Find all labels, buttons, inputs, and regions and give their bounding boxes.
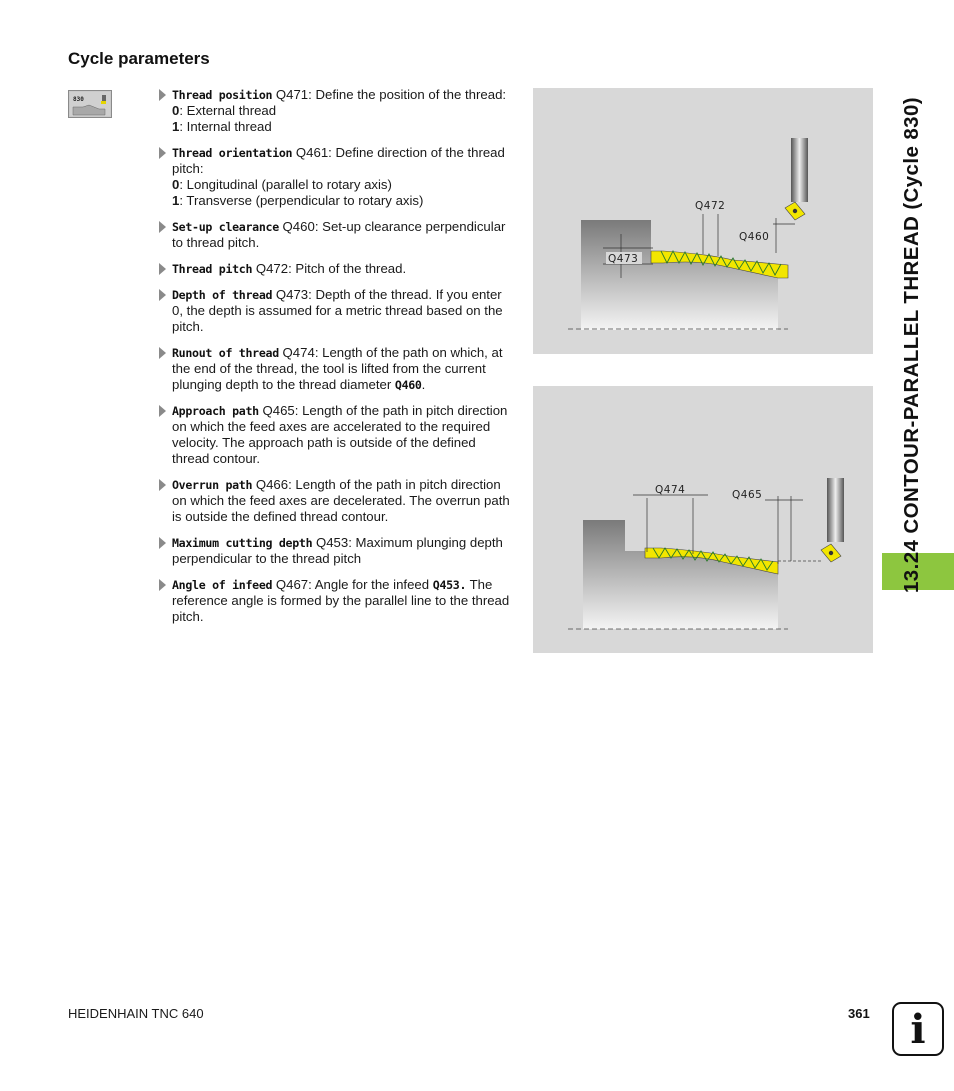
param-desc: Q473: Depth of the thread. If you enter 0, the depth is assumed for a metric thread based on the pitch.: [172, 287, 503, 334]
bullet-arrow-icon: [159, 347, 166, 359]
page-number: 361: [848, 1006, 870, 1021]
param-name: Maximum cutting depth: [172, 536, 313, 550]
param-name: Set-up clearance: [172, 220, 279, 234]
label-q465: Q465: [732, 489, 763, 501]
param-thread-orientation: [158, 145, 513, 209]
param-desc-tail: .: [421, 377, 426, 392]
bullet-arrow-icon: [159, 537, 166, 549]
label-q474: Q474: [655, 484, 686, 496]
param-name: Approach path: [172, 404, 259, 418]
option-key: 0: [172, 103, 180, 118]
param-desc: Q467: Angle for the infeed: [272, 577, 433, 592]
param-desc: Q466: Length of the path in pitch direction on which the feed axes are decelerated. The overrun path is outside the defined thread contour.: [172, 477, 510, 524]
option-key: 0: [172, 177, 180, 192]
label-q472: Q472: [695, 200, 726, 212]
param-overrun-path: [158, 477, 513, 525]
param-name: Thread orientation: [172, 146, 293, 160]
cycle-830-softkey-icon: [68, 90, 112, 118]
param-desc: Q453: Maximum plunging depth perpendicular to the thread pitch: [172, 535, 503, 566]
param-name: Thread pitch: [172, 262, 253, 276]
param-depth-of-thread: [158, 287, 513, 335]
param-thread-pitch: [158, 261, 513, 277]
icon-label: 830: [73, 96, 84, 103]
thread-diagram-1: [533, 88, 873, 354]
param-desc: Q471: Define the position of the thread:: [272, 87, 507, 102]
option-text: : Transverse (perpendicular to rotary axis): [179, 193, 424, 208]
option-text: : Longitudinal (parallel to rotary axis): [179, 177, 392, 192]
bullet-arrow-icon: [159, 579, 166, 591]
parameter-list: [158, 87, 513, 635]
option-text: : Internal thread: [179, 119, 272, 134]
param-desc: Q472: Pitch of the thread.: [252, 261, 407, 276]
param-maximum-cutting-depth: [158, 535, 513, 567]
param-approach-path: [158, 403, 513, 467]
param-name: Thread position: [172, 88, 273, 102]
chapter-title: 13.24 CONTOUR-PARALLEL THREAD (Cycle 830): [900, 97, 923, 593]
tool-holder: [791, 138, 808, 202]
bullet-arrow-icon: [159, 289, 166, 301]
param-name: Angle of infeed: [172, 578, 273, 592]
tool-holder: [827, 478, 844, 542]
param-runout-of-thread: [158, 345, 513, 393]
label-q460: Q460: [739, 231, 770, 243]
param-desc: Q465: Length of the path in pitch direction on which the feed axes are accelerated to the required velocity. The approach path is outside of the defined thread contour.: [172, 403, 508, 466]
param-desc: Q460: Set-up clearance perpendicular to thread pitch.: [172, 219, 506, 250]
param-desc: Q461: Define direction of the thread pitch:: [172, 145, 505, 176]
param-desc: Q474: Length of the path on which, at the end of the thread, the tool is lifted from the current plunging depth to the thread diameter: [172, 345, 503, 392]
param-setup-clearance: [158, 219, 513, 251]
bullet-arrow-icon: [159, 405, 166, 417]
footer-product: HEIDENHAIN TNC 640: [68, 1006, 204, 1021]
bullet-arrow-icon: [159, 89, 166, 101]
workpiece-shape: [583, 520, 778, 629]
option-key: 1: [172, 119, 180, 134]
bullet-arrow-icon: [159, 479, 166, 491]
bullet-arrow-icon: [159, 263, 166, 275]
section-heading: Cycle parameters: [68, 49, 210, 68]
param-code: Q453.: [432, 578, 467, 592]
param-name: Overrun path: [172, 478, 253, 492]
label-q473: Q473: [608, 253, 639, 265]
param-thread-position: [158, 87, 513, 135]
thread-diagram-2: [533, 386, 873, 653]
bullet-arrow-icon: [159, 221, 166, 233]
param-name: Runout of thread: [172, 346, 279, 360]
option-text: : External thread: [179, 103, 277, 118]
param-name: Depth of thread: [172, 288, 273, 302]
option-key: 1: [172, 193, 180, 208]
param-code: Q460: [394, 378, 422, 392]
bullet-arrow-icon: [159, 147, 166, 159]
param-angle-of-infeed: [158, 577, 513, 625]
param-desc-tail: The reference angle is formed by the parallel line to the thread pitch.: [172, 577, 510, 624]
info-icon: i: [892, 1002, 944, 1056]
